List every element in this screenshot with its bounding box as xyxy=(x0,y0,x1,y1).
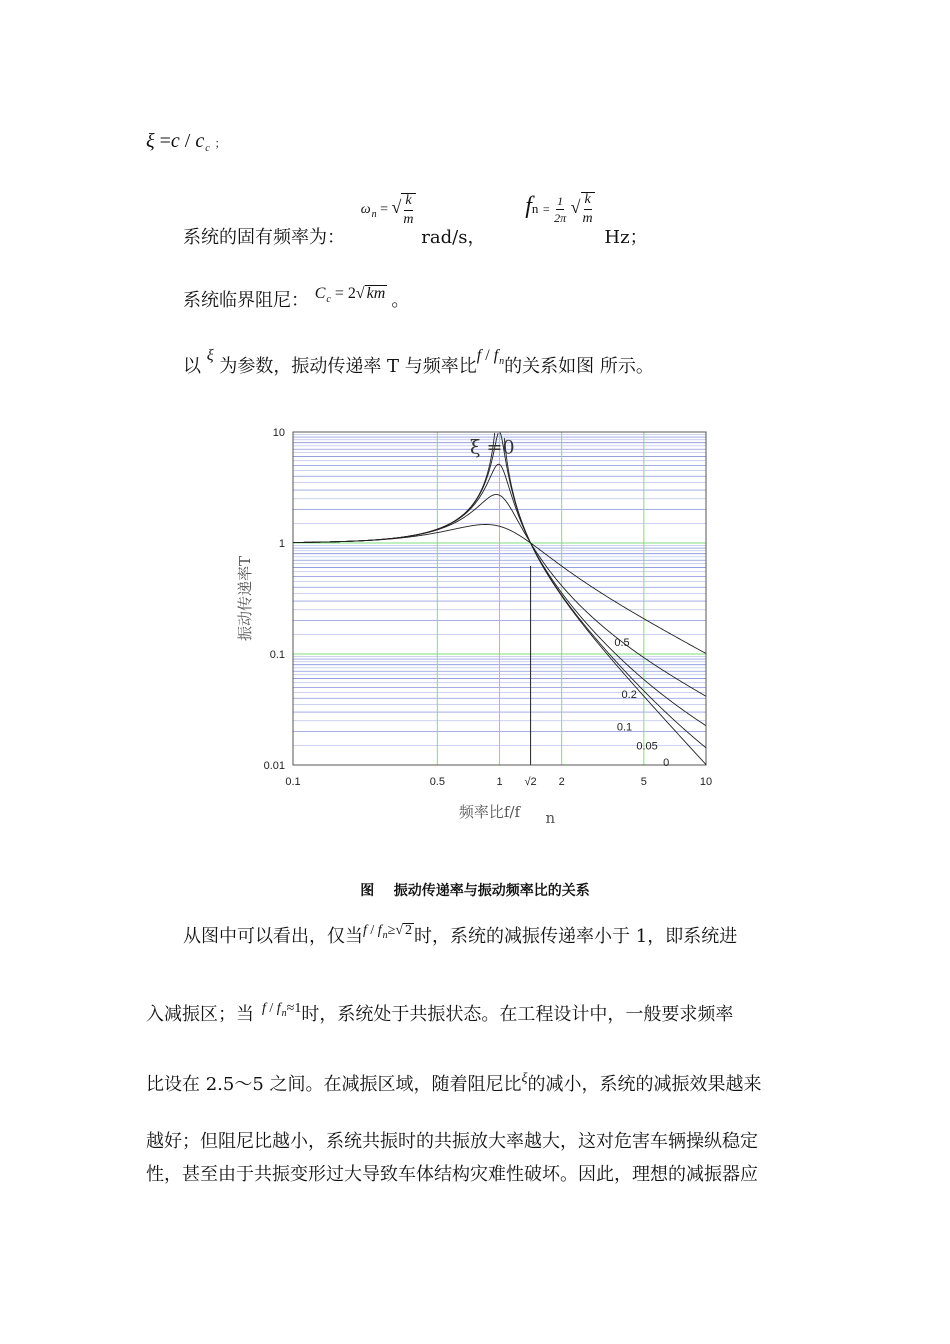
xi-symbol: ξ xyxy=(521,1071,528,1086)
damping-c: c xyxy=(170,130,180,152)
critical-c: c xyxy=(195,130,205,152)
ratio-expr: f / fn≥√ 2 xyxy=(363,923,413,941)
two-pi: 2π xyxy=(554,210,567,225)
f-symbol: f xyxy=(525,193,532,220)
unit-rad: rad/s， xyxy=(421,227,486,249)
slash: / xyxy=(481,347,494,364)
series-label: 0.05 xyxy=(636,740,658,753)
f-symbol: f xyxy=(262,1001,266,1016)
text: 入减振区；当 xyxy=(146,1004,254,1025)
omega-symbol: ω xyxy=(360,202,371,218)
fn-sub: n xyxy=(281,1008,287,1019)
x-tick-label: 0.1 xyxy=(285,776,301,788)
body-line-2 xyxy=(146,1000,733,1026)
f-symbol: f xyxy=(476,347,482,364)
fn-symbol: f xyxy=(377,923,382,938)
critical-c-sub: c xyxy=(205,143,210,154)
root-two: 2 xyxy=(405,923,413,938)
x-tick-label: 2 xyxy=(558,776,565,788)
caption-text: 振动传递率与振动频率比的关系 xyxy=(393,883,590,899)
text: 从图中可以看出，仅当 xyxy=(183,926,363,947)
y-tick-label: 0.01 xyxy=(263,760,285,772)
critical-damping-formula: $C_c = 2√$ km xyxy=(314,285,386,305)
slash: / xyxy=(179,130,196,152)
x-tick-label: √2 xyxy=(524,776,537,788)
unit-hz: Hz； xyxy=(604,227,648,249)
C-sub: c xyxy=(326,294,331,305)
omega-formula: $\omega_n$ = √ $\frac{k}{m}$ xyxy=(360,192,414,227)
caption-prefix: 图 xyxy=(360,883,375,899)
figure-caption xyxy=(0,880,950,900)
xi-symbol: ξ xyxy=(206,347,214,364)
slash: / xyxy=(265,1001,277,1016)
x-tick-label: 10 xyxy=(699,776,713,788)
m: m xyxy=(403,211,414,227)
punct: 。 xyxy=(391,290,410,311)
f-symbol: f xyxy=(363,923,367,938)
series-label: 0.1 xyxy=(616,721,633,734)
approx-one: ≈1 xyxy=(286,1001,302,1016)
text-post: 的关系如图 所示。 xyxy=(504,356,654,377)
x-tick-label: 0.5 xyxy=(429,776,445,788)
k: k xyxy=(584,193,592,210)
text: 比设在 2.5～5 之间。在减振区域，随着阻尼比 xyxy=(146,1074,522,1095)
critical-damping-label: 系统临界阻尼： xyxy=(183,290,309,311)
equals-sign: = xyxy=(334,285,344,302)
body-line-4: 越好；但阻尼比越小，系统共振时的共振放大率越大，这对危害车辆操纵稳定 xyxy=(146,1131,758,1152)
y-tick-label: 1 xyxy=(278,538,285,550)
one: 1 xyxy=(557,193,564,208)
fn-symbol: f xyxy=(493,347,499,364)
body-line-3 xyxy=(146,1070,762,1096)
body-line-5: 性，甚至由于共振变形过大导致车体结构灾难性破坏。因此，理想的减振器应 xyxy=(146,1164,758,1185)
text-pre: 以 xyxy=(183,356,201,377)
fn-symbol: f xyxy=(276,1001,281,1016)
x-axis-label: 频率比f/f xyxy=(458,803,521,821)
punct: ； xyxy=(214,138,226,150)
m: m xyxy=(582,211,593,226)
y-axis-label: 振动传递率T xyxy=(236,555,254,642)
k: k xyxy=(404,194,412,211)
chart-grid xyxy=(293,432,706,765)
x-tick-label: 5 xyxy=(640,776,647,788)
slash: / xyxy=(366,923,378,938)
equals-sign: = xyxy=(380,202,389,218)
natural-frequency-label: 系统的固有频率为： xyxy=(183,227,345,249)
series-label: 0.2 xyxy=(621,689,637,702)
fn-sub: n xyxy=(499,356,505,367)
two: 2 xyxy=(347,285,356,302)
x-tick-label: 1 xyxy=(496,776,503,788)
text: 的减小，系统的减振效果越来 xyxy=(527,1074,762,1095)
body-line-1 xyxy=(183,922,737,948)
f-sub: n xyxy=(531,201,539,217)
equals-sign: = xyxy=(542,202,550,217)
km: km xyxy=(366,285,386,302)
chart-labels xyxy=(236,427,712,827)
ratio-expr xyxy=(262,1001,302,1019)
text-mid: 为参数，振动传递率 T 与频率比 xyxy=(219,356,477,377)
y-tick-label: 0.1 xyxy=(269,649,285,661)
fn-formula: fn = $\frac{1}{2\pi}$ √ $\frac{k}{m}$ xyxy=(525,192,593,226)
text: 时，系统的减振传递率小于 1，即系统进 xyxy=(414,926,738,947)
ge-sign: ≥ xyxy=(387,923,396,938)
xi-symbol: ξ xyxy=(146,130,155,152)
series-label: 0 xyxy=(663,756,670,769)
zeta-zero-annotation: ξ =0 xyxy=(470,436,515,459)
fn-sub: n xyxy=(382,930,388,941)
omega-sub: n xyxy=(371,209,377,221)
series-label: 0.5 xyxy=(614,637,630,650)
x-axis-label-sub: n xyxy=(545,809,556,827)
y-tick-label: 10 xyxy=(272,427,285,439)
text: 时，系统处于共振状态。在工程设计中，一般要求频率 xyxy=(301,1004,734,1025)
C-symbol: C xyxy=(314,285,326,302)
equals-sign: = xyxy=(159,130,171,152)
